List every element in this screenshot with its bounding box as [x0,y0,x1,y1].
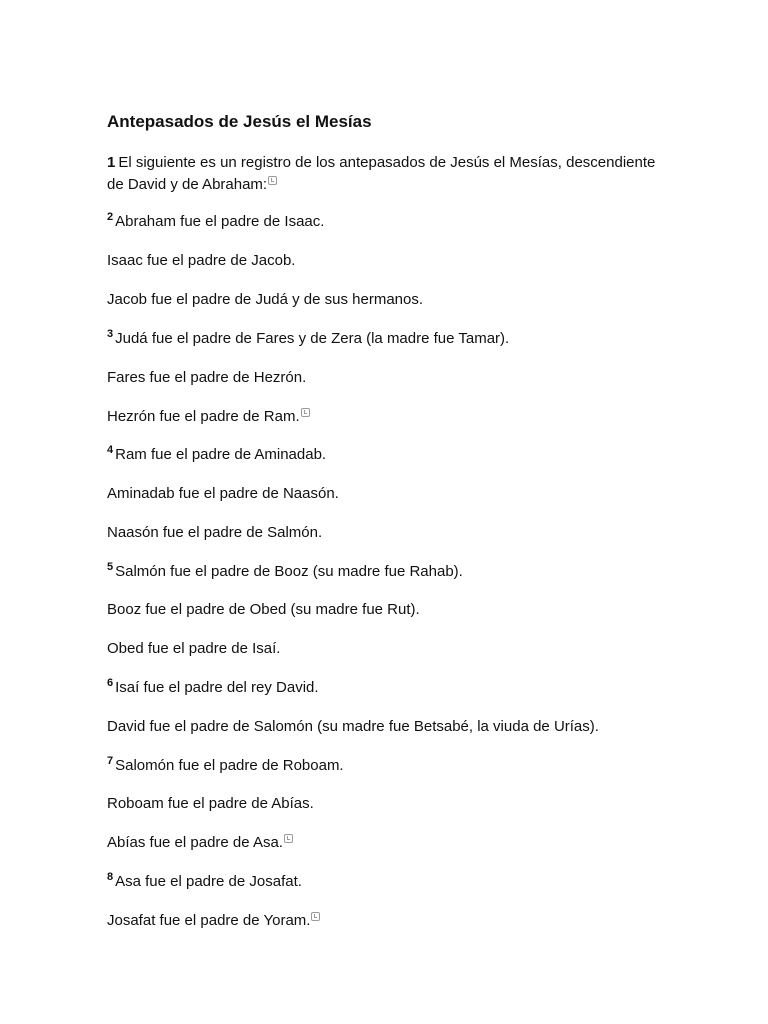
verse-line [107,832,293,854]
verse-line [107,716,599,738]
footnote-icon[interactable] [301,408,310,417]
verse-1 [107,152,667,196]
verse-line [107,250,295,272]
verse-text: Asa fue el padre de Josafat. [115,873,302,890]
verse-text: Obed fue el padre de Isaí. [107,640,281,657]
verse-text: Fares fue el padre de Hezrón. [107,369,307,386]
verse-line [107,483,339,505]
verse-8 [107,871,302,893]
verse-2 [107,211,324,233]
verse-number: 6 [107,677,114,689]
verse-6 [107,677,319,699]
verse-number: 2 [107,211,114,223]
verse-text: Judá fue el padre de Fares y de Zera (la madre fue Tamar). [115,330,510,347]
verse-line [107,406,310,428]
verse-text: Booz fue el padre de Obed (su madre fue Rut). [107,601,420,618]
footnote-icon[interactable] [268,176,277,185]
verse-text: Aminadab fue el padre de Naasón. [107,485,339,502]
verse-text: Hezrón fue el padre de Ram. [107,408,300,425]
verse-4 [107,444,326,466]
footnote-icon[interactable] [284,834,293,843]
verse-number: 5 [107,561,114,573]
verse-7 [107,755,344,777]
verse-text: Ram fue el padre de Aminadab. [115,446,327,463]
footnote-icon[interactable] [311,912,320,921]
verse-text: El siguiente es un registro de los antepasados de Jesús el Mesías, descendiente de David y de Abraham: [107,154,656,193]
verse-text: David fue el padre de Salomón (su madre fue Betsabé, la viuda de Urías). [107,718,599,735]
verse-5 [107,561,463,583]
verse-line [107,367,306,389]
verse-text: Salomón fue el padre de Roboam. [115,757,344,774]
verse-3 [107,328,509,350]
verse-text: Naasón fue el padre de Salmón. [107,524,323,541]
verse-line [107,599,420,621]
verse-text: Salmón fue el padre de Booz (su madre fue Rahab). [115,563,463,580]
verse-text: Isaac fue el padre de Jacob. [107,252,296,269]
verse-text: Isaí fue el padre del rey David. [115,679,319,696]
verse-text: Josafat fue el padre de Yoram. [107,912,311,929]
verse-number: 8 [107,871,114,883]
verse-number: 3 [107,328,114,340]
verse-line [107,910,320,932]
verse-line [107,793,314,815]
verse-number: 7 [107,755,114,767]
verse-line [107,638,280,660]
verse-number: 4 [107,444,114,456]
verse-text: Abías fue el padre de Asa. [107,834,283,851]
verse-line [107,289,423,311]
verse-text: Abraham fue el padre de Isaac. [115,213,325,230]
verse-text: Jacob fue el padre de Judá y de sus hermanos. [107,291,424,308]
verse-line [107,522,322,544]
verse-text: Roboam fue el padre de Abías. [107,795,314,812]
verse-number: 1 [107,154,116,171]
page-title: Antepasados de Jesús el Mesías [107,112,372,131]
